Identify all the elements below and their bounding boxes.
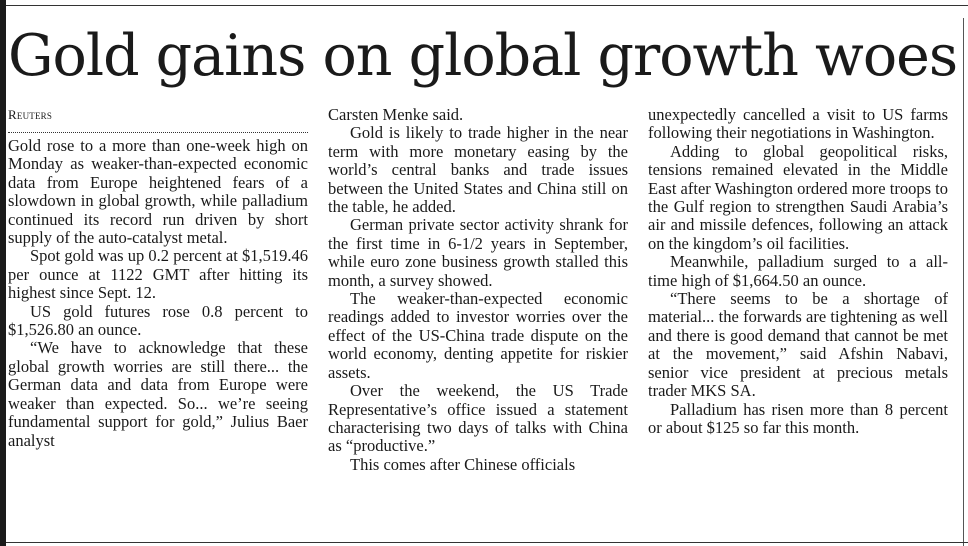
article-column-2 [328,106,628,474]
paragraph: Adding to global geopolitical risks, tensions remained elevated in the Middle East after Washington ordered more troops to the Gulf region to strengthen Saudi Arabia’s air and missile defences, following an attack on the kingdom’s oil facilities. [648,141,948,253]
left-border [0,0,6,546]
paragraph: The weaker-than-expected economic readings added to investor worries over the effect of the US-China trade dispute on the world economy, denting appetite for riskier assets. [328,289,628,382]
paragraph: US gold futures rose 0.8 percent to $1,526.80 an ounce. [8,301,308,340]
paragraph: German private sector activity shrank for the first time in 6-1/2 years in September, while euro zone business growth stalled this month, a survey showed. [328,215,628,290]
paragraph: Gold is likely to trade higher in the near term with more monetary easing by the world’s central banks and trade issues between the United States and China still on the table, he added. [328,123,628,217]
byline-dotted-rule [8,126,308,133]
paragraph: “We have to acknowledge that these global growth worries are still there... the German data and data from Europe were weaker than expected. So... we’re seeing fundamental support for gold,” Julius Baer analyst [8,338,308,450]
paragraph: Spot gold was up 0.2 percent at $1,519.46 per ounce at 1122 GMT after hitting its highest since Sept. 12. [8,246,308,303]
paragraph: Over the weekend, the US Trade Representative’s office issued a statement characterising two days of talks with China as “productive.” [328,381,628,456]
paragraph: unexpectedly cancelled a visit to US farms following their negotiations in Washington. [648,105,948,143]
paragraph: This comes after Chinese officials [350,454,576,474]
paragraph: Carsten Menke said. [328,105,464,124]
article-column-1 [8,106,308,450]
paragraph: Gold rose to a more than one-week high on Monday as weaker-than-expected economic data from Europe heightened fears of a slowdown in global growth, while palladium continued its record run driven by short supply of the auto-catalyst metal. [8,136,308,248]
paragraph: “There seems to be a shortage of material... the forwards are tightening as well and there is good demand that cannot be met at the movement,” said Afshin Nabavi, senior vice president at precious metals trader MKS SA. [648,289,948,401]
article-column-3 [648,106,948,437]
paragraph: Meanwhile, palladium surged to a all-time high of $1,664.50 an ounce. [648,252,948,290]
bottom-rule [6,542,968,543]
article-headline: Gold gains on global growth woes [8,23,958,89]
paragraph: Palladium has risen more than 8 percent or about $125 so far this month. [648,399,948,437]
right-rule [963,18,964,546]
top-rule [6,5,968,6]
byline: Reuters [8,107,53,122]
